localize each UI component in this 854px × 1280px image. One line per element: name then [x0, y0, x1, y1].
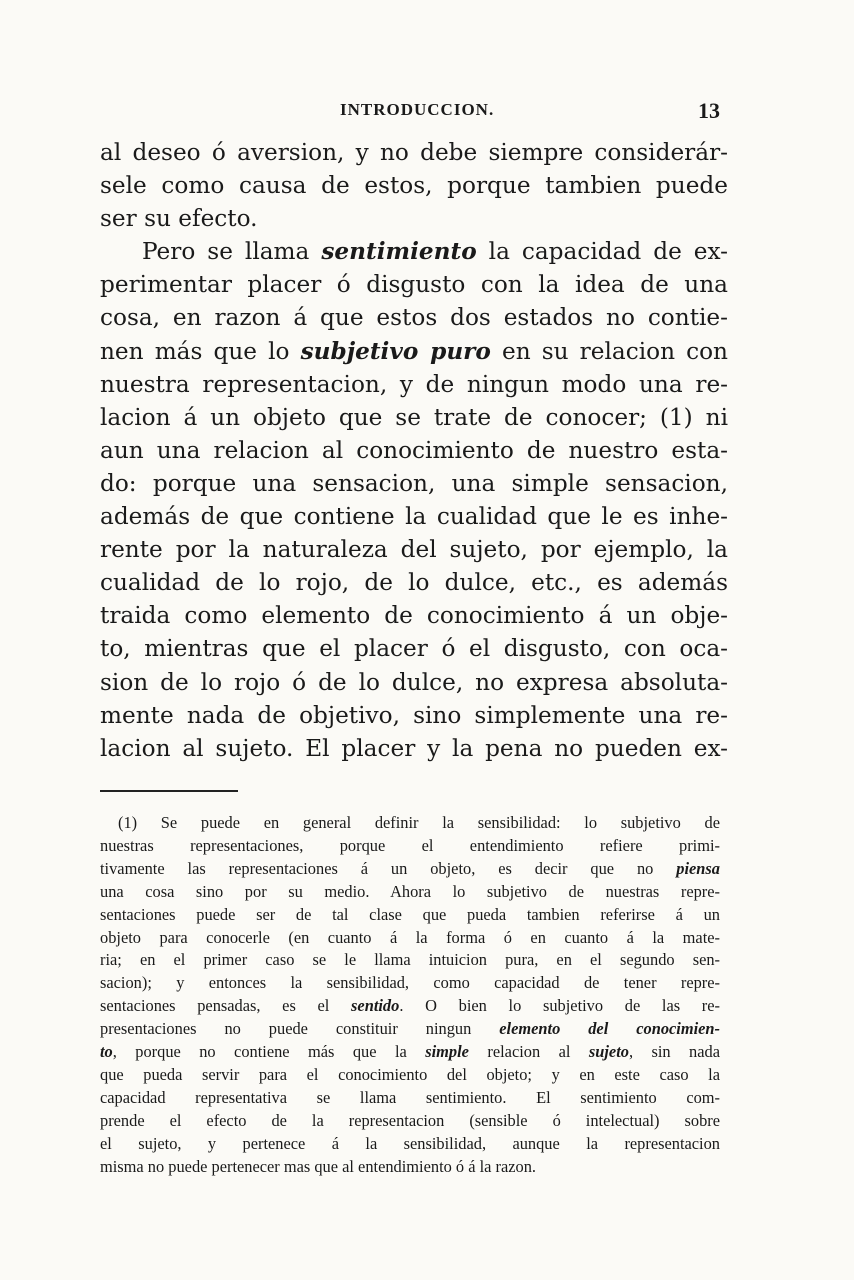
footnote-line: (1) Se puede en general definir la sensibilidad: lo subjetivo de: [118, 813, 720, 832]
text-span: , porque no contiene más que la: [112, 1042, 426, 1062]
footnote-line: [100, 1018, 720, 1041]
emphasis-piensa: piensa: [676, 858, 720, 878]
text-line: [100, 335, 728, 368]
text-span: presentaciones no puede constituir ningun: [100, 1019, 500, 1039]
text-line: aun una relacion al conocimiento de nuestro esta-: [100, 436, 728, 464]
footnote-line: sacion); y entonces la sensibilidad, como capacidad de tener repre-: [100, 973, 720, 993]
page-number: 13: [698, 98, 720, 123]
text-line: sion de lo rojo ó de lo dulce, no expresa absoluta-: [100, 668, 728, 696]
footnote-line: [100, 995, 720, 1018]
footnote-line: misma no puede pertenecer mas que al entendimiento ó á la razon.: [100, 1156, 537, 1176]
text-span: , sin nada: [628, 1042, 720, 1062]
footnote-line: prende el efecto de la representacion (sensible ó intelectual) sobre: [100, 1110, 720, 1130]
text-span: la capacidad de ex-: [476, 238, 728, 266]
text-line: nuestra representacion, y de ningun modo una re-: [100, 370, 728, 398]
text-span: . O bien lo subjetivo de las re-: [399, 996, 720, 1016]
footnote-line: [100, 858, 720, 881]
running-header-title: INTRODUCCION.: [340, 100, 495, 119]
emphasis-sentimiento: sentimiento: [321, 238, 477, 266]
footnote-line: una cosa sino por su medio. Ahora lo subjetivo de nuestras repre-: [100, 881, 720, 901]
footnote-divider: [100, 790, 238, 792]
text-line: rente por la naturaleza del sujeto, por ejemplo, la: [100, 536, 728, 564]
text-line: [100, 235, 728, 268]
main-text: [100, 136, 728, 765]
text-line: traida como elemento de conocimiento á un obje-: [100, 602, 728, 630]
text-line: to, mientras que el placer ó el disgusto, con oca-: [100, 635, 728, 663]
footnote-line: el sujeto, y pertenece á la sensibilidad, aunque la representacion: [100, 1133, 720, 1153]
emphasis-simple: simple: [425, 1042, 469, 1062]
text-span: en su relacion con: [490, 337, 728, 365]
text-line: do: porque una sensacion, una simple sensacion,: [100, 469, 728, 497]
footnote-line: que pueda servir para el conocimiento del objeto; y en este caso la: [100, 1064, 720, 1084]
text-span: Pero se llama: [142, 238, 322, 266]
text-line: ser su efecto.: [100, 205, 258, 233]
text-line: lacion á un objeto que se trate de conocer; (1) ni: [100, 403, 728, 431]
running-header: [100, 100, 720, 124]
emphasis-sujeto: sujeto: [588, 1042, 629, 1062]
footnote-line: objeto para conocerle (en cuanto á la forma ó en cuanto á la mate-: [100, 927, 720, 947]
text-line: mente nada de objetivo, sino simplemente una re-: [100, 701, 728, 729]
text-line: cosa, en razon á que estos dos estados no contie-: [100, 304, 728, 332]
text-span: sentaciones pensadas, es el: [100, 996, 352, 1016]
text-span: nen más que lo: [100, 337, 301, 365]
text-line: cualidad de lo rojo, de lo dulce, etc., es además: [100, 569, 728, 597]
text-line: sele como causa de estos, porque tambien puede: [100, 172, 728, 200]
text-line: lacion al sujeto. El placer y la pena no pueden ex-: [100, 734, 728, 762]
text-line: además de que contiene la cualidad que le es inhe-: [100, 503, 728, 531]
emphasis-subjetivo-puro: subjetivo puro: [300, 337, 491, 365]
emphasis-sentido: sentido: [351, 996, 400, 1016]
footnote: [100, 812, 720, 1179]
footnote-line: [100, 1041, 720, 1064]
emphasis-to: to: [100, 1042, 113, 1062]
text-span: relacion al: [468, 1042, 589, 1062]
text-line: perimentar placer ó disgusto con la idea de una: [100, 271, 728, 299]
footnote-line: nuestras representaciones, porque el entendimiento refiere primi-: [100, 835, 720, 855]
text-span: tivamente las representaciones á un objeto, es decir que no: [100, 858, 677, 878]
emphasis-elemento-del-conocimiento: elemento del conocimien-: [499, 1019, 720, 1039]
footnote-line: capacidad representativa se llama sentimiento. El sentimiento com-: [100, 1087, 720, 1107]
footnote-line: sentaciones puede ser de tal clase que pueda tambien referirse á un: [100, 904, 720, 924]
footnote-line: ria; en el primer caso se le llama intuicion pura, en el segundo sen-: [100, 950, 720, 970]
text-line: al deseo ó aversion, y no debe siempre considerár-: [100, 139, 728, 166]
